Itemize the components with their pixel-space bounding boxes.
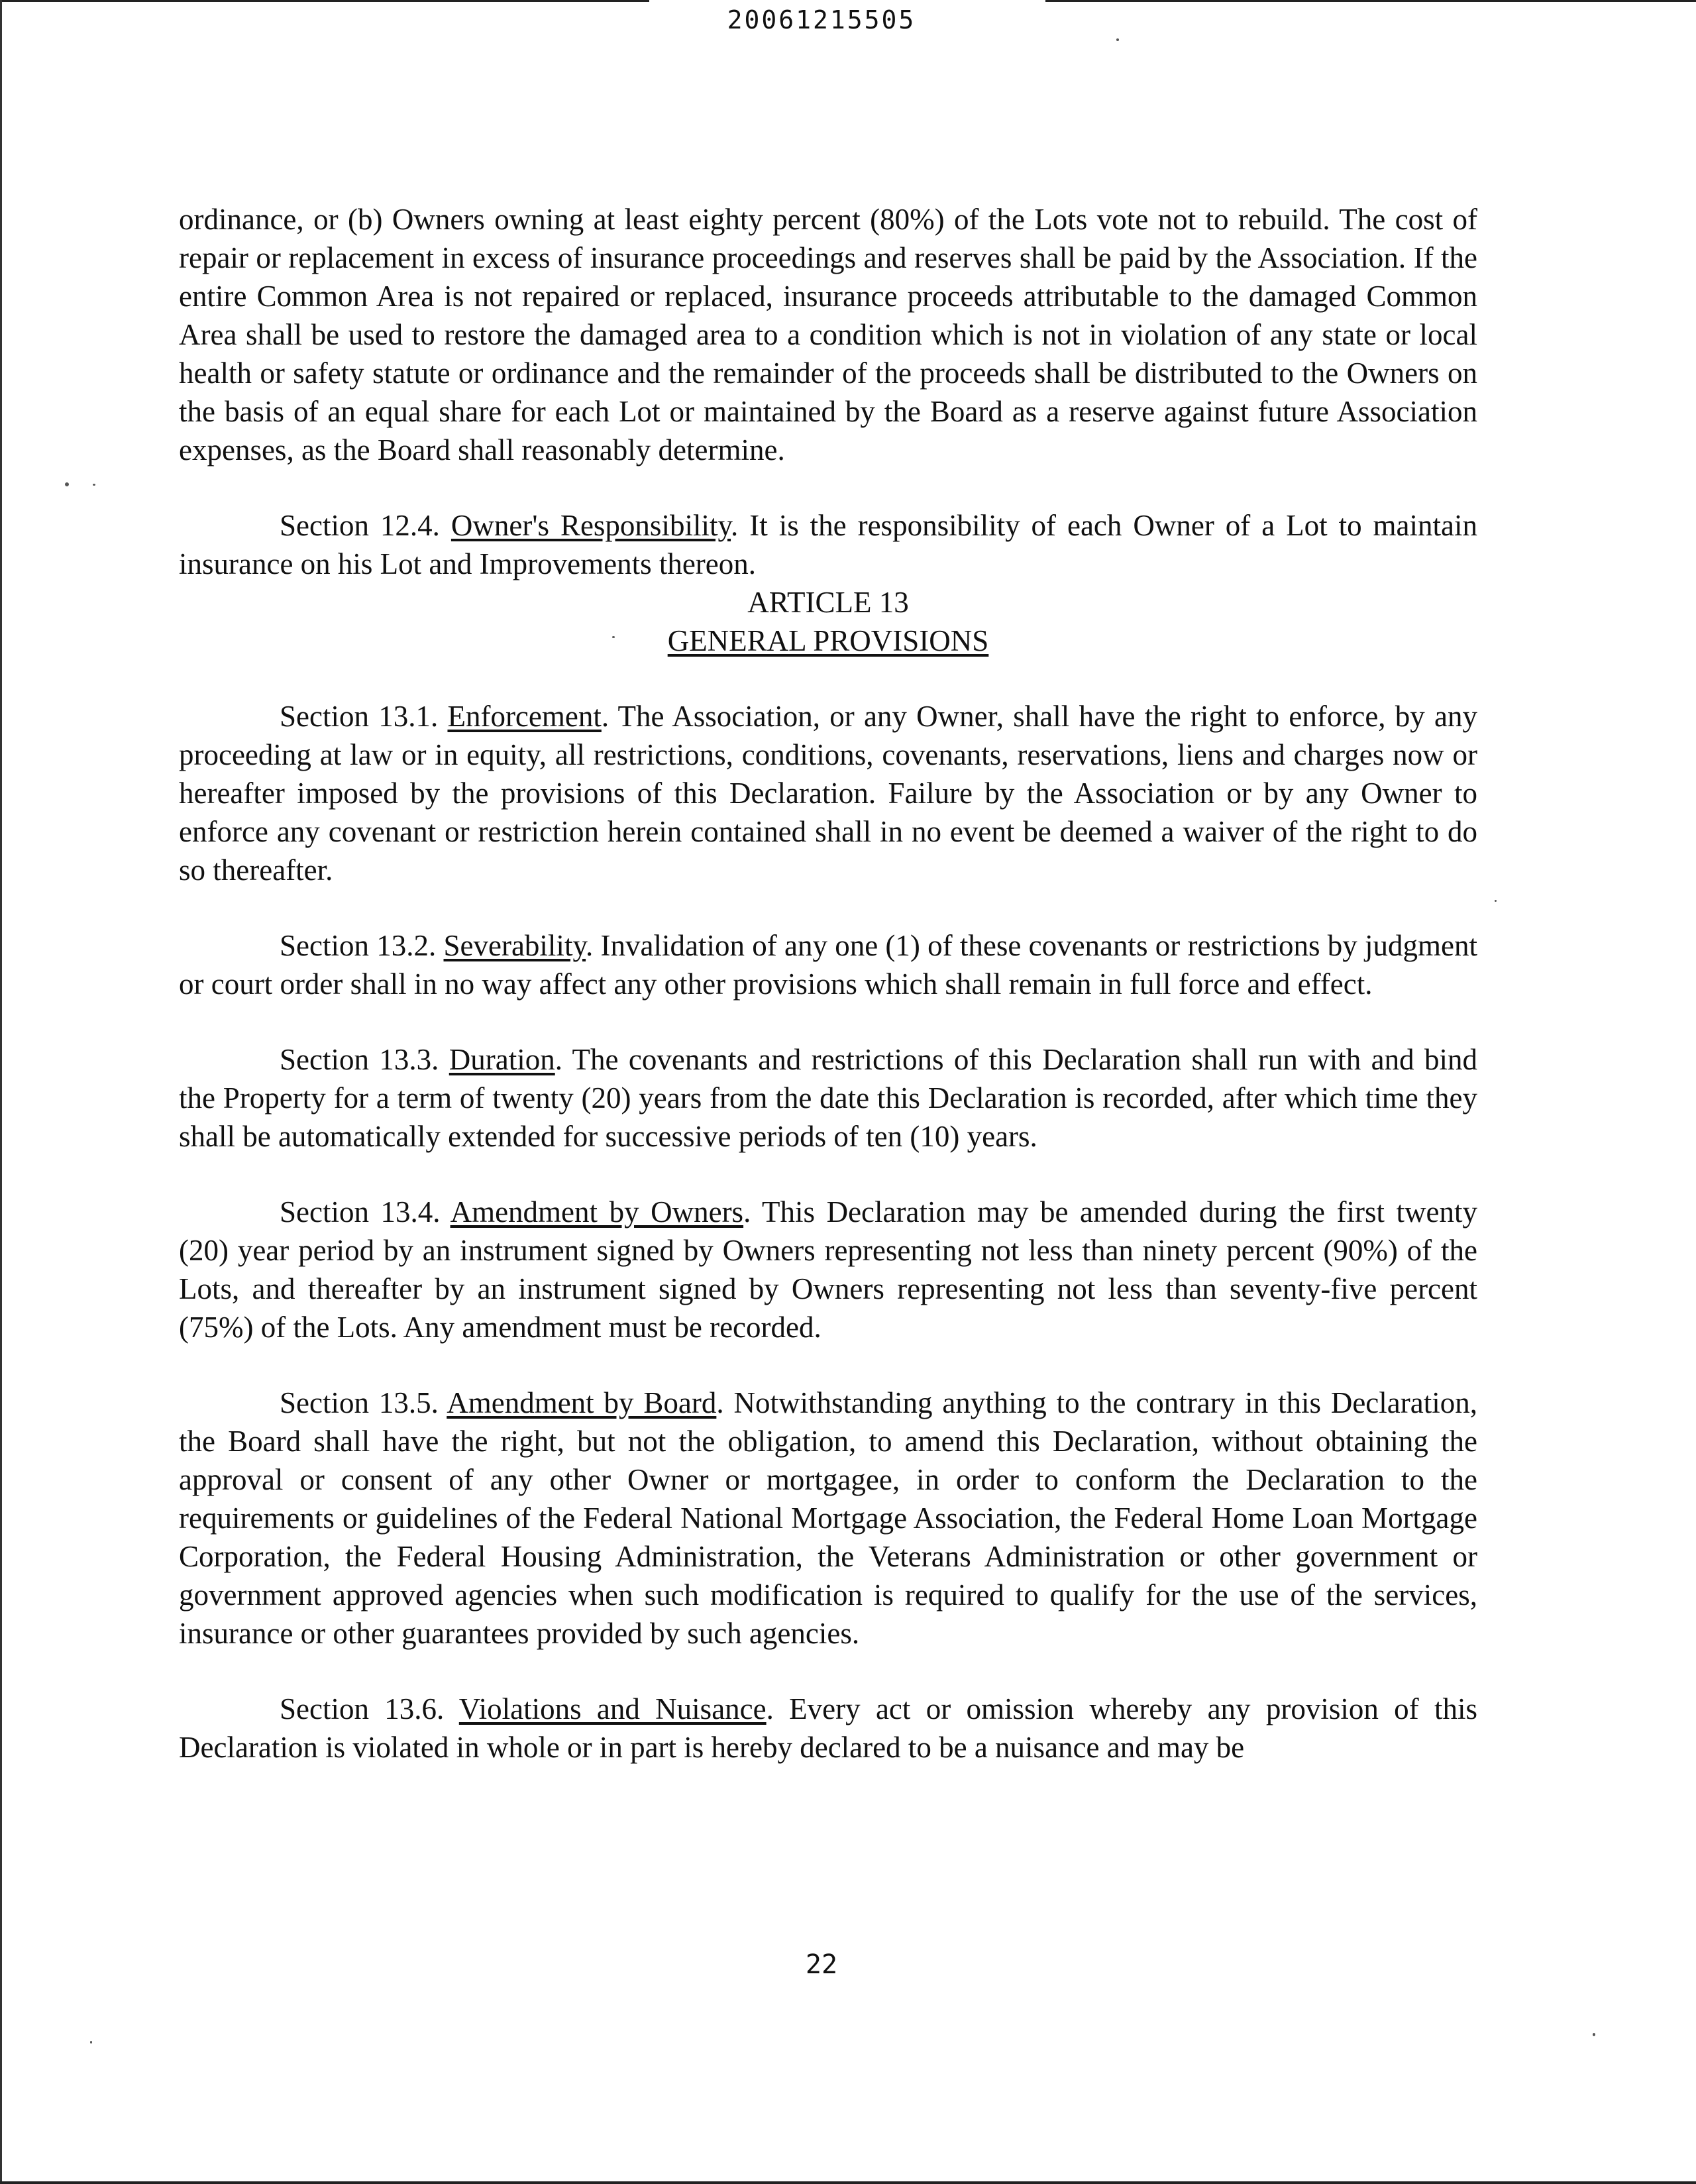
article-number: ARTICLE 13 bbox=[747, 586, 909, 619]
section-text: . The covenants and restrictions of this Declaration shall run with and bind the Property for a term of twenty (20) years from the date this Declaration is recorded, after which time they shall be automatically extended for successive periods of ten (10) years. bbox=[179, 1043, 1477, 1153]
section-title: Enforcement bbox=[447, 700, 602, 733]
scan-speck bbox=[1593, 2033, 1595, 2036]
section-number: Section 13.5. bbox=[280, 1386, 439, 1419]
section-13-5 bbox=[179, 1384, 1477, 1653]
section-number: Section 13.4. bbox=[280, 1195, 441, 1228]
scan-border-top-left bbox=[0, 0, 649, 2]
scan-speck bbox=[1495, 900, 1497, 902]
section-title: Owner's Responsibility bbox=[450, 509, 731, 542]
page-number: 22 bbox=[805, 1949, 838, 1980]
article-title-text: GENERAL PROVISIONS bbox=[667, 624, 989, 657]
section-title: Violations and Nuisance bbox=[458, 1692, 767, 1725]
section-title: Duration bbox=[449, 1043, 555, 1076]
scan-border-left bbox=[0, 0, 2, 2184]
section-12-4 bbox=[179, 506, 1477, 583]
section-number: Section 13.3. bbox=[280, 1043, 439, 1076]
page-body bbox=[179, 200, 1477, 1767]
section-number: Section 12.4. bbox=[280, 509, 440, 542]
section-number: Section 13.6. bbox=[280, 1692, 445, 1725]
section-text: . It is the responsibility of each Owner of a Lot to maintain insurance on his Lot and Improvements thereon. bbox=[179, 509, 1477, 580]
section-title: Severability bbox=[443, 929, 586, 962]
scan-speck bbox=[65, 482, 69, 486]
section-number: Section 13.2. bbox=[280, 929, 437, 962]
scan-speck bbox=[90, 2041, 92, 2044]
section-text: . Invalidation of any one (1) of these covenants or restrictions by judgment or court order shall in no way affect any other provisions which shall remain in full force and effect. bbox=[179, 929, 1477, 1001]
scan-speck bbox=[93, 484, 95, 486]
paragraph-continuation: ordinance, or (b) Owners owning at least eighty percent (80%) of the Lots vote not to rebuild. The cost of repair or replacement in excess of insurance proceedings and reserves shall be paid by the Association. If the entire Common Area is not repaired or replaced, insurance proceeds attributable to the damaged Common Area shall be used to restore the damaged area to a condition which is not in violation of any state or local health or safety statute or ordinance and the remainder of the proceeds shall be distributed to the Owners on the basis of an equal share for each Lot or maintained by the Board as a reserve against future Association expenses, as the Board shall reasonably determine. bbox=[179, 203, 1477, 466]
article-title bbox=[179, 622, 1477, 660]
scan-border-bottom bbox=[0, 2181, 1696, 2184]
section-text: . This Declaration may be amended during the first twenty (20) year period by an instrument signed by Owners representing not less than ninety percent (90%) of the Lots, and thereafter by an instrument signed by Owners representing not less than seventy-five percent (75%) of the Lots. Any amendment must be recorded. bbox=[179, 1195, 1477, 1344]
scan-border-top-right bbox=[1045, 0, 1696, 2]
section-text: . The Association, or any Owner, shall have the right to enforce, by any proceeding at law or in equity, all restrictions, conditions, covenants, reservations, liens and charges now or hereafter imposed by the provisions of this Declaration. Failure by the Association or by any Owner to enforce any covenant or restriction herein contained shall in no event be deemed a waiver of the right to do so thereafter. bbox=[179, 700, 1477, 887]
section-13-2 bbox=[179, 926, 1477, 1003]
scan-speck bbox=[612, 636, 615, 638]
section-title: Amendment by Board bbox=[447, 1386, 717, 1419]
section-13-6 bbox=[179, 1690, 1477, 1767]
section-title: Amendment by Owners bbox=[450, 1195, 744, 1228]
section-text: . Every act or omission whereby any provision of this Declaration is violated in whole or in part is hereby declared to be a nuisance and may be bbox=[179, 1692, 1477, 1764]
section-13-4 bbox=[179, 1193, 1477, 1346]
section-13-1 bbox=[179, 697, 1477, 889]
scan-speck bbox=[1116, 38, 1119, 41]
section-13-3 bbox=[179, 1040, 1477, 1156]
section-number: Section 13.1. bbox=[280, 700, 439, 733]
document-number: 20061215505 bbox=[727, 5, 916, 34]
section-text: . Notwithstanding anything to the contrary in this Declaration, the Board shall have the right, but not the obligation, to amend this Declaration, without obtaining the approval or consent of any other Owner or mortgagee, in order to conform the Declaration to the requirements or guidelines of the Federal National Mortgage Association, the Federal Home Loan Mortgage Corporation, the Federal Housing Administration, the Veterans Administration or other government or government approved agencies when such modification is required to qualify for the use of the services, insurance or other guarantees provided by such agencies. bbox=[179, 1386, 1477, 1650]
